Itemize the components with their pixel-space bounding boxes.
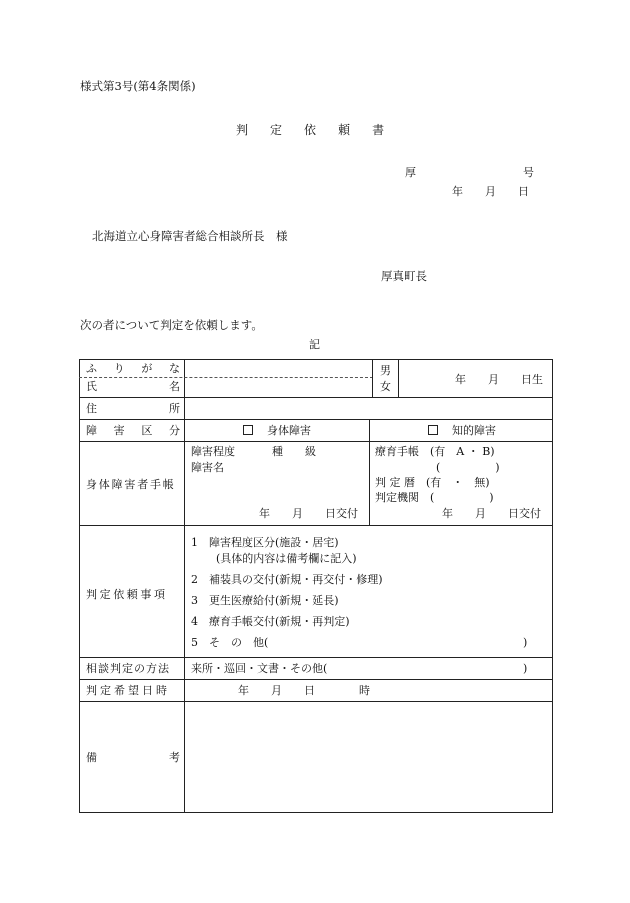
row-line-address-top (79, 397, 553, 398)
wish-label: 判定希望日時 (86, 684, 170, 697)
table-border-left (79, 359, 80, 813)
checkbox-icon (243, 425, 253, 435)
request-item-5-close: ) (523, 636, 528, 649)
name-label: 氏 名 (86, 380, 180, 393)
furigana-separator (79, 377, 373, 378)
title-char: 頼 (338, 123, 351, 137)
row-line-method-top (79, 657, 553, 658)
sex-column-left (372, 359, 373, 397)
request-item-3[interactable]: 3 更生医療給付(新規・延長) (191, 594, 339, 607)
title-char: 定 (270, 123, 283, 137)
label-column-divider (184, 359, 185, 813)
ryoiku-handbook-line: 療育手帳 (有 A ・ B) (375, 445, 495, 458)
furigana-label: ふ り が な (86, 362, 180, 375)
wish-datetime-field[interactable]: 年 月 日 時 (238, 684, 370, 697)
request-item-1-note: (具体的内容は備考欄に記入) (216, 552, 357, 565)
request-item-2[interactable]: 2 補装具の交付(新規・再交付・修理) (191, 573, 383, 586)
form-reference: 様式第3号(第4条関係) (80, 79, 196, 93)
handbook-label: 身体障害者手帳 (86, 478, 176, 491)
document-number-prefix: 厚 (405, 166, 416, 179)
sex-female-option[interactable]: 女 (380, 380, 391, 393)
method-close: ) (523, 662, 528, 675)
intro-text: 次の者について判定を依頼します。 (80, 318, 263, 332)
addressee: 北海道立心身障害者総合相談所長 様 (92, 229, 288, 243)
sender: 厚真町長 (381, 269, 427, 283)
title-char: 依 (304, 123, 317, 137)
remarks-field[interactable] (186, 703, 550, 810)
category-middle-divider (369, 419, 370, 525)
row-line-category-top (79, 419, 553, 420)
document-number-suffix: 号 (523, 166, 534, 179)
title-char: 判 (236, 123, 249, 137)
category-physical-option[interactable]: 身体障害 (243, 425, 311, 436)
row-line-wish-top (79, 679, 553, 680)
method-options[interactable]: 来所・巡回・文書・その他( (191, 662, 328, 675)
method-label: 相談判定の方法 (86, 662, 170, 675)
table-border-right (552, 359, 553, 813)
remarks-label: 備 考 (86, 751, 180, 764)
judgement-agency-line[interactable]: 判定機関 ( ) (375, 491, 494, 504)
disability-name-label: 障害名 (191, 461, 224, 474)
type-grade-label: 種 級 (272, 445, 316, 458)
ki-mark: 記 (309, 338, 320, 351)
address-field[interactable] (186, 399, 550, 417)
category-intellectual-option[interactable]: 知的障害 (428, 425, 496, 436)
request-item-4[interactable]: 4 療育手帳交付(新規・再判定) (191, 615, 350, 628)
ryoiku-issued-date[interactable]: 年 月 日交付 (442, 507, 541, 520)
furigana-field[interactable] (186, 361, 371, 376)
category-label: 障 害 区 分 (86, 424, 180, 437)
sex-male-option[interactable]: 男 (380, 364, 391, 377)
disability-degree-label: 障害程度 (191, 445, 235, 458)
request-item-5[interactable]: 5 そ の 他( (191, 636, 269, 649)
document-title (236, 124, 384, 136)
birth-date-field[interactable]: 年 月 日生 (455, 373, 543, 386)
request-item-1[interactable]: 1 障害程度区分(施設・居宅) (191, 536, 339, 549)
request-label: 判定依頼事項 (86, 588, 168, 601)
document-date: 年 月 日 (452, 185, 529, 198)
sex-column-right (398, 359, 399, 397)
table-border-bottom (79, 812, 553, 813)
judgement-history-line: 判 定 暦 (有 ・ 無) (375, 476, 490, 489)
table-border-top (79, 359, 553, 360)
handbook-issued-date[interactable]: 年 月 日交付 (259, 507, 358, 520)
name-field[interactable] (186, 379, 371, 396)
row-line-handbook-top (79, 441, 553, 442)
checkbox-icon (428, 425, 438, 435)
row-line-remarks-top (79, 701, 553, 702)
row-line-request-top (79, 525, 553, 526)
address-label: 住 所 (86, 402, 180, 415)
ryoiku-handbook-detail[interactable]: ( ) (436, 461, 500, 474)
title-char: 書 (372, 123, 385, 137)
